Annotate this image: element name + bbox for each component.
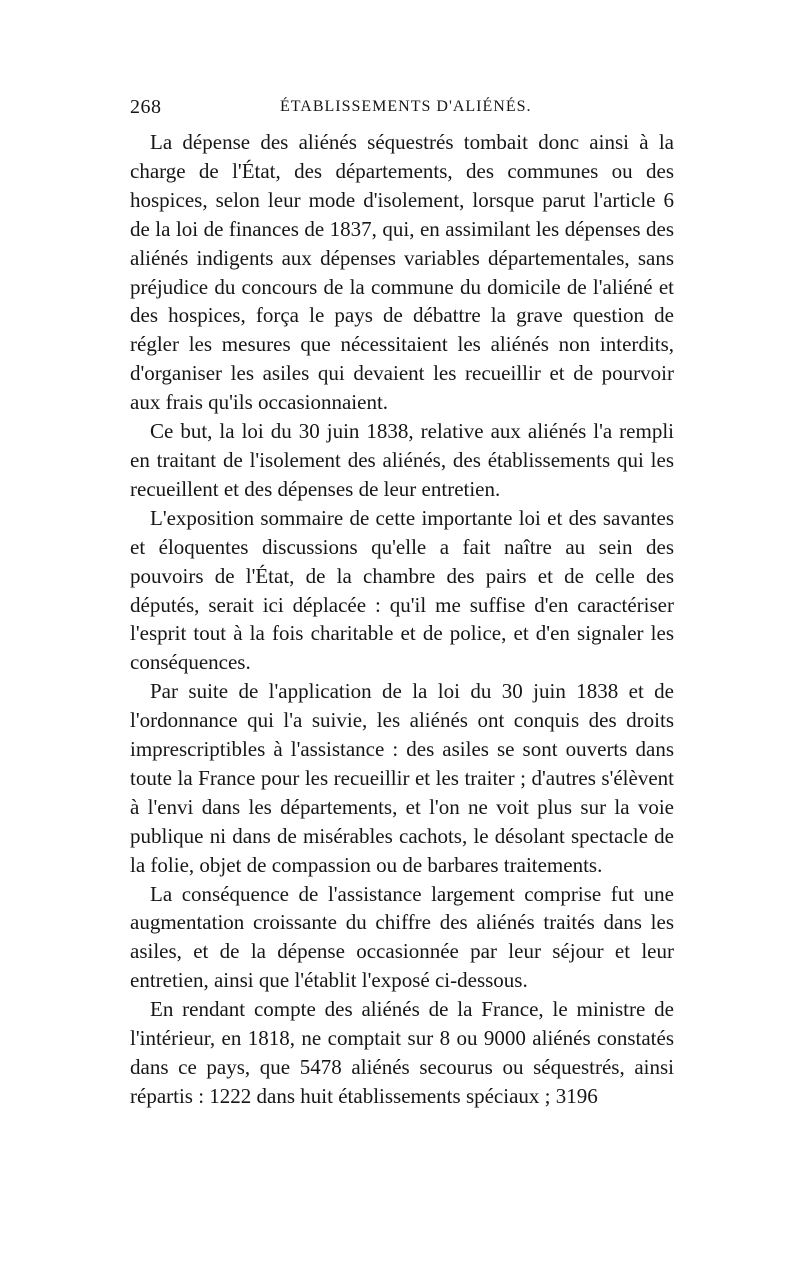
page-header [130,96,676,122]
paragraph: En rendant compte des aliénés de la France, le ministre de l'intérieur, en 1818, ne comptait sur 8 ou 9000 aliénés constatés dans ce pays, que 5478 aliénés secourus ou séquestrés, ainsi répartis : 1222 dans huit établissements spéciaux ; 3196 [130,997,674,1108]
body-text [130,128,674,1111]
paragraph: Ce but, la loi du 30 juin 1838, relative aux aliénés l'a rempli en traitant de l'isolement des aliénés, des établissements qui les recueillent et des dépenses de leur entretien. [130,419,674,501]
paragraph: La dépense des aliénés séquestrés tombait donc ainsi à la charge de l'État, des départements, des communes ou des hospices, selon leur mode d'isolement, lorsque parut l'article 6 de la loi de finances de 1837, qui, en assimilant les dépenses des aliénés indigents aux dépenses variables départementales, sans préjudice du concours de la commune du domicile de l'aliéné et des hospices, força le pays de débattre la grave question de régler les mesures que nécessitaient les aliénés non interdits, d'organiser les asiles qui devaient les recueillir et de pourvoir aux frais qu'ils occasionnaient. [130,130,674,415]
paragraph: La conséquence de l'assistance largement comprise fut une augmentation croissante du chiffre des aliénés traités dans les asiles, et de la dépense occasionnée par leur séjour et leur entretien, ainsi que l'établit l'exposé ci-dessous. [130,881,674,993]
paragraph: L'exposition sommaire de cette importante loi et des savantes et éloquentes discussions qu'elle a fait naître au sein des pouvoirs de l'État, de la chambre des pairs et de celle des députés, serait ici déplacée : qu'il me suffise d'en caractériser l'esprit tout à la fois charitable et de police, et d'en signaler les conséquences. [130,505,674,675]
paragraph: Par suite de l'application de la loi du 30 juin 1838 et de l'ordonnance qui l'a suivie, les aliénés ont conquis des droits imprescriptibles à l'assistance : des asiles se sont ouverts dans toute la France pour les recueillir et les traiter ; d'autres s'élèvent à l'envi dans les départements, et l'on ne voit plus sur la voie publique ni dans de misérables cachots, le désolant spectacle de la folie, objet de compassion ou de barbares traitements. [130,679,674,877]
page-number: 268 [130,96,162,118]
running-title: ÉTABLISSEMENTS D'ALIÉNÉS. [280,98,532,115]
